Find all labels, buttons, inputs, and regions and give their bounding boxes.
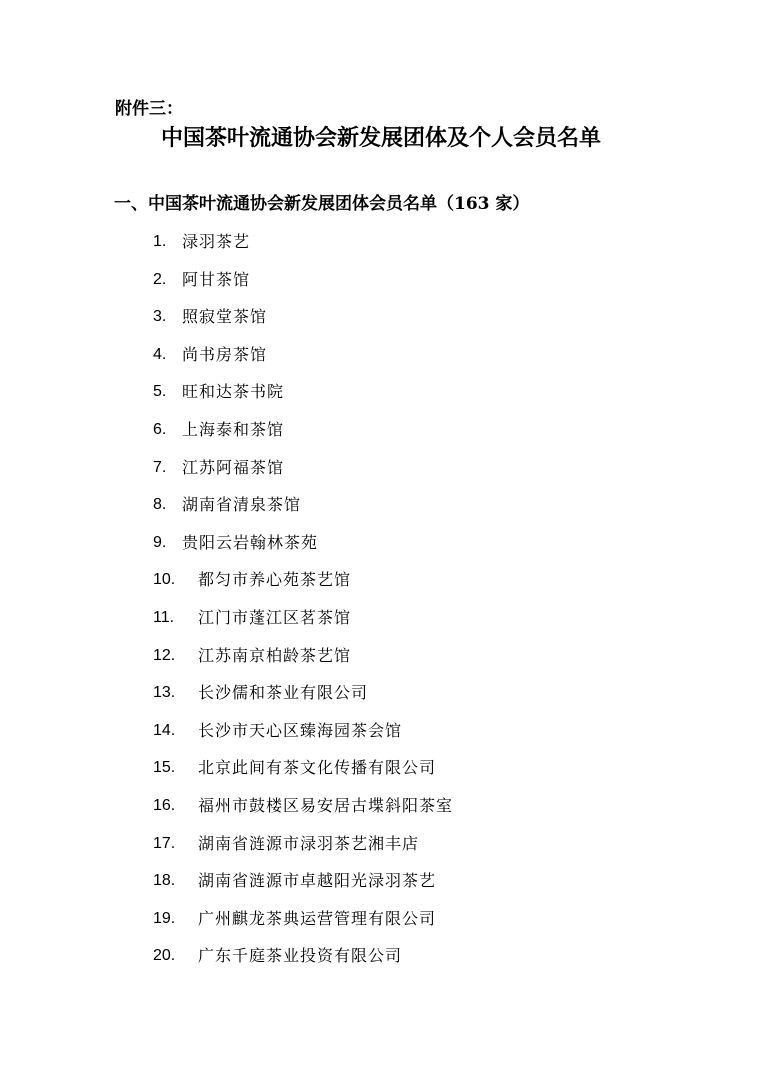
section-heading: 一、中国茶叶流通协会新发展团体会员名单（163 家） [114,194,530,214]
member-name: 贵阳云岩翰林茶苑 [182,532,319,552]
member-list-item [0,719,762,757]
member-number: 4. [153,345,167,363]
document-title: 中国茶叶流通协会新发展团体及个人会员名单 [160,126,601,151]
member-number: 7. [153,458,167,476]
member-list-item [0,343,762,381]
member-list-item [0,944,762,982]
member-number: 11. [153,608,175,626]
member-name: 上海泰和茶馆 [182,419,285,439]
member-name: 福州市鼓楼区易安居古堞斜阳茶室 [198,795,454,815]
member-name: 长沙儒和茶业有限公司 [198,683,369,703]
attachment-label: 附件三： [115,99,183,119]
member-number: 2. [153,270,167,288]
member-number: 19. [153,909,176,927]
member-list-item [0,456,762,494]
member-number: 5. [153,383,167,401]
member-list-item [0,493,762,531]
member-name: 湖南省清泉茶馆 [182,495,302,515]
member-list-item [0,794,762,832]
member-name: 江苏阿福茶馆 [182,457,285,477]
member-name: 尚书房茶馆 [182,344,268,364]
member-name: 江门市蓬江区茗茶馆 [198,607,352,627]
member-number: 20. [153,947,176,965]
member-list-item [0,606,762,644]
member-name: 长沙市天心区臻海园茶会馆 [198,720,403,740]
member-number: 8. [153,496,167,514]
member-list-item [0,869,762,907]
member-number: 1. [153,233,167,250]
member-number: 3. [153,308,167,326]
member-number: 16. [153,796,176,814]
member-list-item [0,756,762,794]
member-list-item [0,531,762,569]
member-name: 广东千庭茶业投资有限公司 [198,946,403,966]
member-number: 17. [153,834,176,852]
member-name: 渌羽茶艺 [182,232,251,251]
member-number: 9. [153,533,167,551]
member-list-item [0,907,762,945]
member-name: 照寂堂茶馆 [182,307,268,327]
member-name: 湖南省涟源市渌羽茶艺湘丰店 [198,833,420,853]
member-list-item [0,832,762,870]
member-list-item [0,568,762,606]
member-name: 广州麒龙茶典运营管理有限公司 [198,908,437,928]
member-number: 10. [153,571,176,589]
member-list-item [0,418,762,456]
member-name: 都匀市养心苑茶艺馆 [198,570,352,590]
member-list-item [0,305,762,343]
member-number: 18. [153,872,176,890]
member-name: 北京此间有茶文化传播有限公司 [198,758,437,778]
member-list-item [0,380,762,418]
member-name: 江苏南京柏龄茶艺馆 [198,645,352,665]
member-name: 旺和达茶书院 [182,382,285,402]
member-number: 15. [153,759,176,777]
member-list [0,230,762,982]
member-list-item [0,268,762,306]
member-number: 14. [153,721,176,739]
member-list-item [0,681,762,719]
member-number: 6. [153,420,167,438]
member-name: 湖南省涟源市卓越阳光渌羽茶艺 [198,871,437,891]
member-name: 阿甘茶馆 [182,269,251,289]
member-list-item [0,644,762,682]
member-number: 12. [153,646,176,664]
member-number: 13. [153,684,176,702]
member-list-item [0,230,762,268]
